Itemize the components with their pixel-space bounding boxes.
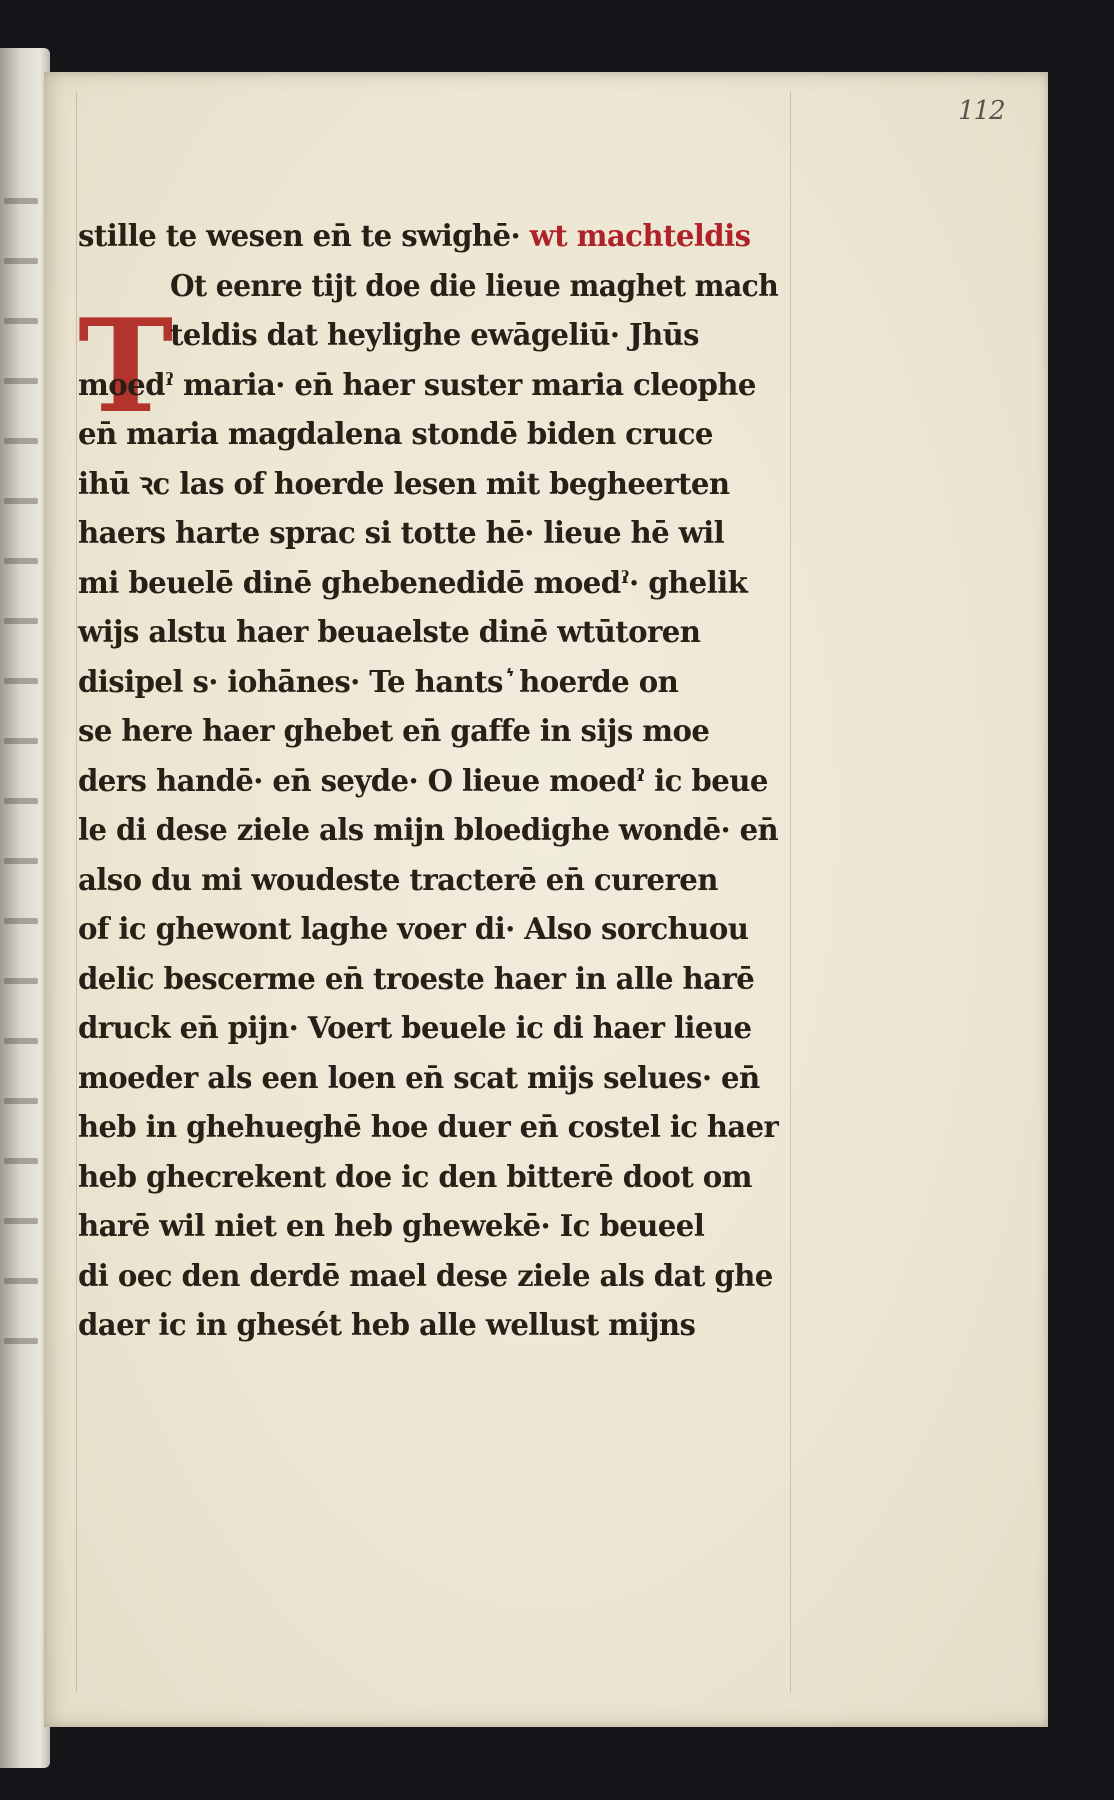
ghost-line bbox=[4, 378, 38, 384]
text-line bbox=[78, 806, 779, 856]
text-line bbox=[84, 262, 779, 312]
line-text: le di dese ziele als mijn bloedighe wondē· en̄ bbox=[78, 813, 779, 848]
text-line bbox=[78, 608, 778, 658]
line-text: Ot eenre tijt doe die lieue maghet mach bbox=[170, 268, 779, 304]
text-line bbox=[78, 1301, 778, 1351]
text-lines bbox=[78, 212, 798, 1351]
text-line bbox=[78, 1054, 778, 1104]
ghost-line bbox=[4, 558, 38, 564]
text-line bbox=[78, 658, 778, 708]
line-text: moedˀ maria· en̄ haer suster maria cleophe bbox=[78, 367, 756, 403]
text-line bbox=[78, 1153, 778, 1203]
text-line bbox=[78, 757, 778, 807]
text-line bbox=[78, 905, 778, 955]
ghost-line bbox=[4, 1158, 38, 1164]
line-text: harē wil niet en heb ghewekē· Ic beueel bbox=[78, 1209, 705, 1244]
folio-number: 112 bbox=[958, 96, 1005, 126]
line-text: mi beuelē dinē ghebenedidē moedˀ· ghelik bbox=[78, 565, 748, 601]
manuscript-page bbox=[44, 72, 1048, 1727]
ghost-line bbox=[4, 738, 38, 744]
line-text: druck en̄ pijn· Voert beuele ic di haer lieue bbox=[78, 1011, 752, 1046]
text-line bbox=[78, 707, 778, 757]
text-line bbox=[78, 1103, 779, 1153]
ghost-line bbox=[4, 1038, 38, 1044]
ghost-line bbox=[4, 1098, 38, 1104]
text-line bbox=[78, 559, 778, 609]
decorated-initial: T bbox=[78, 292, 174, 442]
line-text: ders handē· en̄ seyde· O lieue moedˀ ic beue bbox=[78, 763, 768, 799]
text-line bbox=[78, 460, 778, 510]
line-text: haers harte sprac si totte hē· lieue hē wil bbox=[78, 516, 725, 551]
line-text: en̄ maria magdalena stondē biden cruce bbox=[78, 417, 713, 452]
line-text: se here haer ghebet en̄ gaffe in sijs moe bbox=[78, 714, 710, 749]
line-text: daer ic in ghesét heb alle wellust mijns bbox=[78, 1308, 696, 1343]
ghost-line bbox=[4, 318, 38, 324]
line-text: moeder als een loen en̄ scat mijs selues· en̄ bbox=[78, 1060, 760, 1096]
line-text: of ic ghewont laghe voer di· Also sorchuou bbox=[78, 912, 749, 947]
text-line bbox=[81, 311, 778, 361]
text-line bbox=[78, 955, 778, 1005]
line-text: disipel s· iohānes· Te hants ͛ hoerde on bbox=[78, 664, 679, 700]
ghost-line bbox=[4, 198, 38, 204]
ghost-line bbox=[4, 438, 38, 444]
ghost-line bbox=[4, 978, 38, 984]
line-text: heb ghecrekent doe ic den bitterē doot om bbox=[78, 1159, 752, 1195]
line-text: heb in ghehueghē hoe duer en̄ costel ic haer bbox=[78, 1110, 779, 1145]
preceding-leaves-edge bbox=[0, 48, 50, 1768]
text-column bbox=[78, 212, 798, 1351]
ghost-line bbox=[4, 258, 38, 264]
line-text: di oec den derdē mael dese ziele als dat ghe bbox=[78, 1258, 773, 1294]
line-text: also du mi woudeste tracterē en̄ cureren bbox=[78, 862, 718, 898]
text-line bbox=[78, 1252, 778, 1302]
line-text: teldis dat heylighe ewāgeliū· Jhūs bbox=[170, 318, 699, 353]
ghost-line bbox=[4, 858, 38, 864]
ghost-line bbox=[4, 498, 38, 504]
text-line bbox=[78, 410, 778, 460]
text-line bbox=[78, 1202, 778, 1252]
line-text: stille te wesen en̄ te swighē· bbox=[78, 219, 521, 254]
ghost-line bbox=[4, 1218, 38, 1224]
ghost-line bbox=[4, 918, 38, 924]
text-line bbox=[78, 509, 778, 559]
ghost-line bbox=[4, 798, 38, 804]
line-text: delic bescerme en̄ troeste haer in alle harē bbox=[78, 961, 755, 997]
ghost-line bbox=[4, 678, 38, 684]
text-line bbox=[78, 361, 778, 411]
ghost-line bbox=[4, 1278, 38, 1284]
text-line bbox=[78, 856, 778, 906]
rubric-heading: wt machteldis bbox=[520, 219, 751, 254]
text-line bbox=[78, 1004, 778, 1054]
line-text: wijs alstu haer beuaelste dinē wtūtoren bbox=[78, 615, 701, 650]
ghost-line bbox=[4, 618, 38, 624]
ghost-line bbox=[4, 1338, 38, 1344]
ruling-line-left bbox=[76, 92, 77, 1692]
text-line bbox=[78, 212, 778, 262]
line-text: ihū ꝛc las of hoerde lesen mit begheerten bbox=[78, 466, 730, 502]
